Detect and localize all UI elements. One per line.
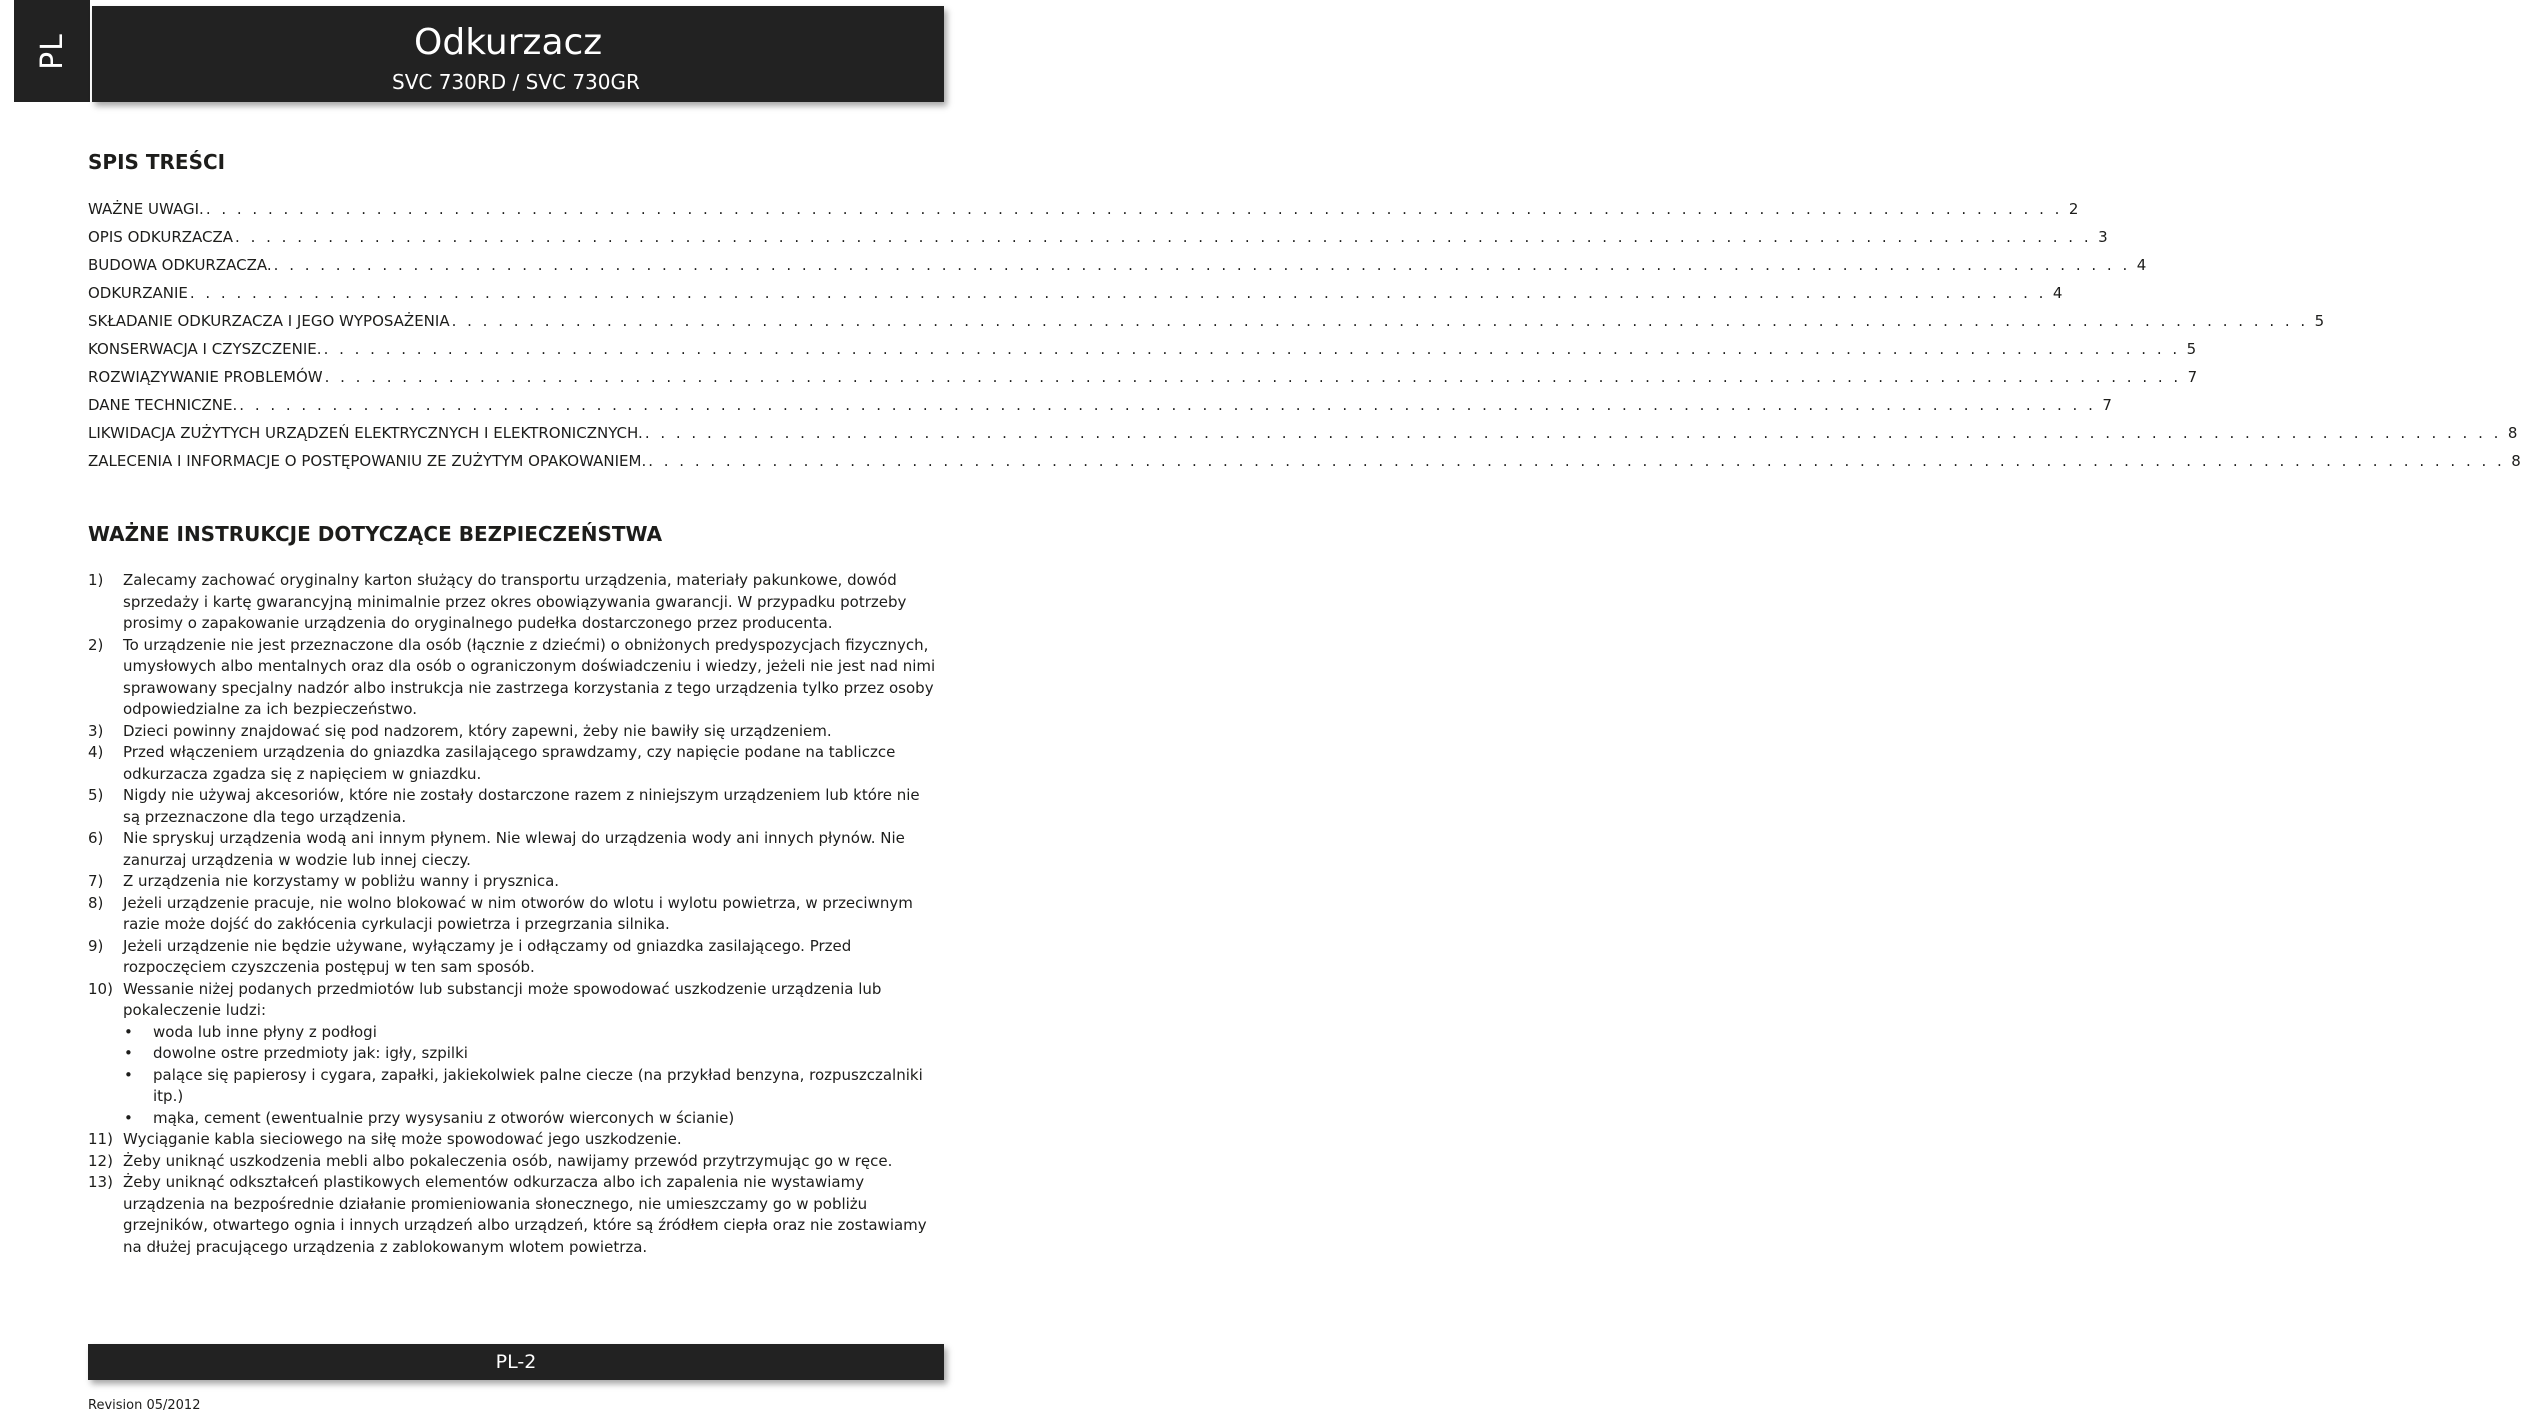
safety-instructions (88, 570, 938, 1258)
instruction-number: 5) (88, 786, 104, 804)
toc-entry-page: 7 (2102, 396, 2112, 414)
safety-heading: WAŻNE INSTRUKCJE DOTYCZĄCE BEZPIECZEŃSTWA (88, 522, 663, 546)
instruction-body (123, 871, 938, 893)
toc-entry-page: 5 (2314, 312, 2325, 330)
bullet-text: palące się papierosy i cygara, zapałki, jakiekolwiek palne ciecze (na przykład benzyna, rozpuszczalniki itp.) (153, 1065, 923, 1105)
instruction-item (88, 979, 938, 1130)
toc-leader-dots: . . . . . . . . . . . . . . . . . . . . . . . . . . . . . . . . . . . . . . . . . . . . . . . . . . . . . . . . . . . . . . . . . . . . . . . . . . . . . . . . . . . . . . . . . . . . . . . . . . . . . . . . . . . . . . . . . . . . . . . . (239, 396, 2096, 414)
bullet-item (88, 1043, 938, 1065)
toc-entry-title: BUDOWA ODKURZACZA. (88, 256, 272, 274)
table-of-contents (88, 200, 2521, 480)
revision-note: Revision 05/2012 (88, 1398, 201, 1413)
toc-leader-dots: . . . . . . . . . . . . . . . . . . . . . . . . . . . . . . . . . . . . . . . . . . . . . . . . . . . . . . . . . . . . . . . . . . . . . . . . . . . . . . . . . . . . . . . . . . . . . . . . . . . . . . . . . . . . . . . . . . . . . . . . (324, 368, 2182, 386)
bullet-text: woda lub inne płyny z podłogi (153, 1022, 377, 1041)
instruction-text: Przed włączeniem urządzenia do gniazdka zasilającego sprawdzamy, czy napięcie podane na tabliczce odkurzacza zgadza się z napięciem w gniazdku. (123, 743, 896, 783)
instruction-item (88, 721, 938, 743)
instruction-body (123, 635, 938, 721)
instruction-number: 3) (88, 721, 104, 740)
toc-heading: SPIS TREŚCI (88, 150, 226, 174)
instruction-text: Wessanie niżej podanych przedmiotów lub substancji może spowodować uszkodzenie urządzenia lub pokaleczenie ludzi: (123, 979, 882, 1019)
language-tab (14, 0, 90, 102)
instruction-number: 11) (88, 1130, 113, 1148)
instruction-number: 10) (88, 979, 113, 998)
toc-entry-title: LIKWIDACJA ZUŻYTYCH URZĄDZEŃ ELEKTRYCZNYCH I ELEKTRONICZNYCH. (88, 424, 643, 442)
instruction-number: 1) (88, 571, 104, 589)
bullet-icon: • (124, 1108, 133, 1127)
instruction-number: 12) (88, 1151, 113, 1170)
bullet-item (88, 1022, 938, 1044)
footer-bar (88, 1344, 944, 1380)
bullet-icon: • (124, 1044, 133, 1062)
instruction-item (88, 570, 938, 635)
instruction-text: Jeżeli urządzenie pracuje, nie wolno blokować w nim otworów do wlotu i wylotu powietrza, w przeciwnym razie może dojść do zakłócenia cyrkulacji powietrza i przegrzania silnika. (123, 893, 913, 933)
instruction-text: Nigdy nie używaj akcesoriów, które nie zostały dostarczone razem z niniejszym urządzeniem lub które nie są przeznaczone dla tego urządzenia. (123, 786, 920, 826)
instruction-item (88, 893, 938, 936)
instruction-text: Z urządzenia nie korzystamy w pobliżu wanny i prysznica. (123, 872, 560, 890)
instruction-body (123, 721, 938, 743)
instruction-item (88, 1172, 938, 1258)
page-title: Odkurzacz (414, 22, 603, 63)
instruction-body (123, 1129, 938, 1151)
bullet-item (88, 1065, 938, 1108)
header-bar (92, 6, 944, 102)
instruction-text: Żeby uniknąć uszkodzenia mebli albo pokaleczenia osób, nawijamy przewód przytrzymując go w ręce. (123, 1151, 893, 1170)
toc-entry-page: 8 (2507, 424, 2518, 442)
toc-entry (88, 312, 2325, 340)
instruction-text: Jeżeli urządzenie nie będzie używane, wyłączamy je i odłączamy od gniazdka zasilającego. Przed rozpoczęciem czyszczenia postępuj w ten sam sposób. (123, 936, 852, 976)
instruction-item (88, 1151, 938, 1173)
toc-entry-title: ROZWIĄZYWANIE PROBLEMÓW (88, 368, 323, 386)
instruction-number: 8) (88, 893, 104, 912)
toc-leader-dots: . . . . . . . . . . . . . . . . . . . . . . . . . . . . . . . . . . . . . . . . . . . . . . . . . . . . . . . . . . . . . . . . . . . . . . . . . . . . . . . . . . . . . . . . . . . . . . . . . . . . . . . . . . . . . . . . . . . . . . . . (648, 452, 2505, 470)
toc-entry-page: 4 (2136, 256, 2147, 274)
bullet-icon: • (124, 1065, 133, 1084)
toc-entry-page: 3 (2098, 228, 2108, 246)
model-subtitle: SVC 730RD / SVC 730GR (392, 70, 640, 94)
toc-entry-title: ODKURZANIE (88, 284, 188, 302)
toc-leader-dots: . . . . . . . . . . . . . . . . . . . . . . . . . . . . . . . . . . . . . . . . . . . . . . . . . . . . . . . . . . . . . . . . . . . . . . . . . . . . . . . . . . . . . . . . . . . . . . . . . . . . . . . . . . . . . . . . . . . . . . . . (323, 340, 2181, 358)
toc-leader-dots: . . . . . . . . . . . . . . . . . . . . . . . . . . . . . . . . . . . . . . . . . . . . . . . . . . . . . . . . . . . . . . . . . . . . . . . . . . . . . . . . . . . . . . . . . . . . . . . . . . . . . . . . . . . . . . . . . . . . . . . . (189, 284, 2047, 302)
toc-leader-dots: . . . . . . . . . . . . . . . . . . . . . . . . . . . . . . . . . . . . . . . . . . . . . . . . . . . . . . . . . . . . . . . . . . . . . . . . . . . . . . . . . . . . . . . . . . . . . . . . . . . . . . . . . . . . . . . . . . . . . . . . (235, 228, 2092, 246)
instruction-body (123, 1151, 938, 1173)
toc-entry (88, 424, 2518, 452)
instruction-item (88, 742, 938, 785)
instruction-text: Żeby uniknąć odkształceń plastikowych elementów odkurzacza albo ich zapalenia nie wystawiamy urządzenia na bezpośrednie działanie promieniowania słonecznego, nie umieszczamy go w pobliżu grzejników, otwartego ognia i innych urządzeń albo urządzeń, które są źródłem ciepła oraz nie zostawiamy na dłużej pracującego urządzenia z zablokowanym wlotem powietrza. (123, 1173, 927, 1256)
instruction-number: 7) (88, 872, 104, 890)
instruction-text: Zalecamy zachować oryginalny karton służący do transportu urządzenia, materiały pakunkowe, dowód sprzedaży i kartę gwarancyjną minimalnie przez okres obowiązywania gwarancji. W przypadku potrzeby prosimy o zapakowanie urządzenia do oryginalnego pudełka dostarczonego przez producenta. (123, 571, 907, 632)
toc-entry (88, 256, 2147, 284)
bullet-item (88, 1108, 938, 1130)
toc-entry (88, 200, 2079, 228)
instruction-item (88, 871, 938, 893)
instruction-body (123, 785, 938, 828)
toc-entry (88, 452, 2521, 480)
instruction-bullet-list (123, 1022, 938, 1130)
toc-entry (88, 228, 2108, 256)
instruction-item (88, 635, 938, 721)
instruction-text: Nie spryskuj urządzenia wodą ani innym płynem. Nie wlewaj do urządzenia wody ani innych płynów. Nie zanurzaj urządzenia w wodzie lub innej cieczy. (123, 829, 905, 869)
bullet-text: mąka, cement (ewentualnie przy wysysaniu z otworów wierconych w ścianie) (153, 1108, 735, 1127)
instruction-text: To urządzenie nie jest przeznaczone dla osób (łącznie z dziećmi) o obniżonych predyspozycjach fizycznych, umysłowych albo mentalnych oraz dla osób o ograniczonym doświadczeniu i wiedzy, jeżeli nie jest nad nimi sprawowany specjalny nadzór albo instrukcja nie zastrzega korzystania z tego urządzenia tylko przez osoby odpowiedzialne za ich bezpieczeństwo. (123, 635, 936, 718)
toc-entry (88, 340, 2197, 368)
toc-entry-title: WAŻNE UWAGI. (88, 200, 204, 218)
instruction-number: 9) (88, 936, 104, 955)
toc-leader-dots: . . . . . . . . . . . . . . . . . . . . . . . . . . . . . . . . . . . . . . . . . . . . . . . . . . . . . . . . . . . . . . . . . . . . . . . . . . . . . . . . . . . . . . . . . . . . . . . . . . . . . . . . . . . . . . . . . . . . . . . . (205, 200, 2063, 218)
language-tab-label: PL (34, 32, 70, 70)
bullet-icon: • (124, 1022, 133, 1041)
toc-entry-title: OPIS ODKURZACZA (88, 228, 234, 246)
instruction-body (123, 893, 938, 936)
toc-leader-dots: . . . . . . . . . . . . . . . . . . . . . . . . . . . . . . . . . . . . . . . . . . . . . . . . . . . . . . . . . . . . . . . . . . . . . . . . . . . . . . . . . . . . . . . . . . . . . . . . . . . . . . . . . . . . . . . . . . . . . . . . (451, 312, 2309, 330)
instruction-number: 13) (88, 1173, 113, 1191)
bullet-text: dowolne ostre przedmioty jak: igły, szpilki (153, 1044, 468, 1062)
page-number: PL-2 (495, 1351, 537, 1373)
toc-entry-page: 2 (2068, 200, 2079, 218)
instruction-body (123, 979, 938, 1130)
toc-entry-page: 5 (2186, 340, 2197, 358)
toc-entry-title: KONSERWACJA I CZYSZCZENIE. (88, 340, 322, 358)
toc-entry (88, 396, 2112, 424)
instruction-item (88, 1129, 938, 1151)
instruction-text: Wyciąganie kabla sieciowego na siłę może spowodować jego uszkodzenie. (123, 1130, 682, 1148)
instruction-number: 4) (88, 743, 104, 761)
toc-entry (88, 368, 2198, 396)
instruction-body (123, 1172, 938, 1258)
toc-leader-dots: . . . . . . . . . . . . . . . . . . . . . . . . . . . . . . . . . . . . . . . . . . . . . . . . . . . . . . . . . . . . . . . . . . . . . . . . . . . . . . . . . . . . . . . . . . . . . . . . . . . . . . . . . . . . . . . . . . . . . . . . (273, 256, 2131, 274)
toc-leader-dots: . . . . . . . . . . . . . . . . . . . . . . . . . . . . . . . . . . . . . . . . . . . . . . . . . . . . . . . . . . . . . . . . . . . . . . . . . . . . . . . . . . . . . . . . . . . . . . . . . . . . . . . . . . . . . . . . . . . . . . . . (644, 424, 2502, 442)
instruction-body (123, 936, 938, 979)
toc-entry (88, 284, 2063, 312)
instruction-number: 6) (88, 829, 104, 847)
instruction-number: 2) (88, 635, 104, 654)
instruction-item (88, 828, 938, 871)
toc-entry-page: 8 (2511, 452, 2521, 470)
instruction-item (88, 785, 938, 828)
instruction-body (123, 828, 938, 871)
instruction-body (123, 570, 938, 635)
toc-entry-page: 7 (2187, 368, 2198, 386)
instruction-text: Dzieci powinny znajdować się pod nadzorem, który zapewni, żeby nie bawiły się urządzeniem. (123, 721, 832, 740)
instruction-body (123, 742, 938, 785)
toc-entry-page: 4 (2052, 284, 2063, 302)
instruction-item (88, 936, 938, 979)
toc-entry-title: DANE TECHNICZNE. (88, 396, 238, 414)
toc-entry-title: ZALECENIA I INFORMACJE O POSTĘPOWANIU ZE ZUŻYTYM OPAKOWANIEM. (88, 452, 647, 470)
toc-entry-title: SKŁADANIE ODKURZACZA I JEGO WYPOSAŻENIA (88, 312, 450, 330)
